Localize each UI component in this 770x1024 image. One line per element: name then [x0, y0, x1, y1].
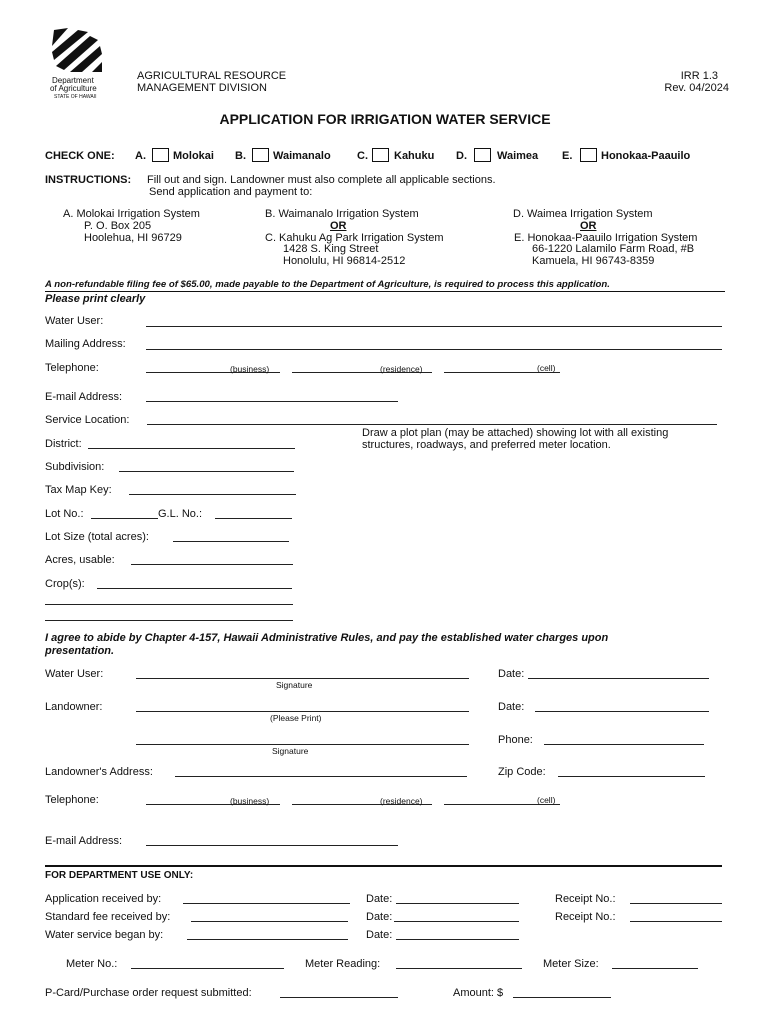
meter-size-field[interactable]	[612, 968, 698, 969]
address-or: OR	[330, 220, 347, 232]
meter-reading-label: Meter Reading:	[305, 958, 381, 970]
address-line: A. Molokai Irrigation System	[63, 208, 200, 220]
acres-usable-label: Acres, usable:	[45, 554, 115, 566]
agreement-email-label: E-mail Address:	[45, 835, 123, 847]
checkbox-honokaa[interactable]	[580, 148, 597, 162]
landowner-date-field[interactable]	[535, 711, 709, 712]
agreement-email-field[interactable]	[146, 845, 398, 846]
address-line: E. Honokaa-Paauilo Irrigation System	[514, 232, 698, 244]
water-user-date-label: Date:	[498, 668, 525, 680]
address-line: B. Waimanalo Irrigation System	[265, 208, 419, 220]
fee-notice-rule	[45, 291, 725, 292]
receipt-no-label-2: Receipt No.:	[555, 911, 616, 923]
service-location-label: Service Location:	[45, 414, 130, 426]
option-name-molokai: Molokai	[173, 150, 214, 162]
telephone-label: Telephone:	[45, 362, 99, 374]
landowner-address-label: Landowner's Address:	[45, 766, 153, 778]
meter-no-label: Meter No.:	[66, 958, 118, 970]
cell-caption: (cell)	[537, 795, 556, 805]
logo-text-dept: Department	[52, 76, 94, 85]
plot-plan-note-1: Draw a plot plan (may be attached) showing lot with all existing	[362, 427, 669, 439]
option-letter-c: C.	[357, 150, 368, 162]
address-or: OR	[580, 220, 597, 232]
division-line2: MANAGEMENT DIVISION	[137, 82, 267, 94]
fee-notice: A non-refundable filing fee of $65.00, made payable to the Department of Agriculture, is required to process this application.	[45, 279, 610, 290]
signature-caption: Signature	[276, 680, 313, 690]
option-letter-a: A.	[135, 150, 146, 162]
receipt-no-label-1: Receipt No.:	[555, 893, 616, 905]
application-received-label: Application received by:	[45, 893, 162, 905]
meter-size-label: Meter Size:	[543, 958, 599, 970]
revision-date: Rev. 04/2024	[664, 82, 729, 94]
instructions-line1: Fill out and sign. Landowner must also complete all applicable sections.	[147, 174, 496, 186]
standard-fee-field[interactable]	[191, 921, 348, 922]
address-line: C. Kahuku Ag Park Irrigation System	[265, 232, 444, 244]
option-letter-e: E.	[562, 150, 573, 162]
landowner-address-field[interactable]	[175, 776, 467, 777]
application-date-field[interactable]	[396, 903, 519, 904]
pcard-field[interactable]	[280, 997, 398, 998]
mailing-address-field[interactable]	[146, 349, 722, 350]
mailing-address-label: Mailing Address:	[45, 338, 126, 350]
gl-no-field[interactable]	[215, 518, 292, 519]
lot-no-field[interactable]	[91, 518, 158, 519]
meter-reading-field[interactable]	[396, 968, 522, 969]
zip-code-label: Zip Code:	[498, 766, 546, 778]
standard-fee-date-field[interactable]	[394, 921, 519, 922]
subdivision-label: Subdivision:	[45, 461, 105, 473]
agriculture-logo-icon	[48, 26, 104, 76]
department-heading: FOR DEPARTMENT USE ONLY:	[45, 870, 194, 881]
form-id: IRR 1.3	[680, 70, 718, 82]
gl-no-label: G.L. No.:	[158, 508, 203, 520]
email-label: E-mail Address:	[45, 391, 123, 403]
water-user-field[interactable]	[146, 326, 722, 327]
option-name-honokaa: Honokaa-Paauilo	[601, 150, 691, 162]
pcard-label: P-Card/Purchase order request submitted:	[45, 987, 252, 999]
standard-fee-date-label: Date:	[366, 911, 393, 923]
address-line: D. Waimea Irrigation System	[513, 208, 653, 220]
print-clearly: Please print clearly	[45, 293, 146, 305]
option-name-waimanalo: Waimanalo	[273, 150, 331, 162]
water-service-date-label: Date:	[366, 929, 393, 941]
option-letter-d: D.	[456, 150, 467, 162]
agreement-line2: presentation.	[45, 645, 115, 657]
application-received-field[interactable]	[183, 903, 350, 904]
option-name-waimea: Waimea	[497, 150, 539, 162]
email-field[interactable]	[146, 401, 398, 402]
department-logo	[48, 26, 106, 102]
water-user-label: Water User:	[45, 315, 104, 327]
water-user-date-field[interactable]	[528, 678, 709, 679]
amount-label: Amount: $	[453, 987, 504, 999]
address-line: Honolulu, HI 96814-2512	[283, 255, 406, 267]
water-service-field[interactable]	[187, 939, 348, 940]
business-caption: (business)	[230, 364, 270, 374]
option-name-kahuku: Kahuku	[394, 150, 435, 162]
checkbox-kahuku[interactable]	[372, 148, 389, 162]
instructions-line2: Send application and payment to:	[149, 186, 313, 198]
please-print-caption: (Please Print)	[270, 713, 322, 723]
zip-code-field[interactable]	[558, 776, 705, 777]
phone-field[interactable]	[544, 744, 704, 745]
water-user-signature-field[interactable]	[136, 678, 469, 679]
acres-usable-field[interactable]	[131, 564, 293, 565]
tax-map-key-field[interactable]	[129, 494, 296, 495]
crops-field-3[interactable]	[45, 620, 293, 621]
division-line1: AGRICULTURAL RESOURCE	[137, 70, 287, 82]
subdivision-field[interactable]	[119, 471, 294, 472]
business-caption: (business)	[230, 796, 270, 806]
crops-field-2[interactable]	[45, 604, 293, 605]
residence-caption: (residence)	[380, 364, 423, 374]
checkbox-waimanalo[interactable]	[252, 148, 269, 162]
agreement-water-user-label: Water User:	[45, 668, 104, 680]
receipt-no-field-2[interactable]	[630, 921, 722, 922]
lot-size-label: Lot Size (total acres):	[45, 531, 149, 543]
landowner-date-label: Date:	[498, 701, 525, 713]
tax-map-key-label: Tax Map Key:	[45, 484, 112, 496]
landowner-signature-field[interactable]	[136, 744, 469, 745]
phone-label: Phone:	[498, 734, 533, 746]
department-rule	[45, 865, 722, 867]
agreement-line1: I agree to abide by Chapter 4-157, Hawaii Administrative Rules, and pay the established water charges upon	[45, 632, 609, 644]
address-line: Kamuela, HI 96743-8359	[532, 255, 655, 267]
service-location-field[interactable]	[147, 424, 717, 425]
address-line: 1428 S. King Street	[283, 243, 379, 255]
signature-caption: Signature	[272, 746, 309, 756]
standard-fee-label: Standard fee received by:	[45, 911, 171, 923]
water-service-label: Water service began by:	[45, 929, 164, 941]
address-line: P. O. Box 205	[84, 220, 152, 232]
amount-field[interactable]	[513, 997, 611, 998]
lot-size-field[interactable]	[173, 541, 289, 542]
address-line: Hoolehua, HI 96729	[84, 232, 182, 244]
agreement-telephone-label: Telephone:	[45, 794, 99, 806]
water-service-date-field[interactable]	[396, 939, 519, 940]
application-date-label: Date:	[366, 893, 393, 905]
logo-text-agri: of Agriculture	[50, 84, 97, 93]
lot-no-label: Lot No.:	[45, 508, 84, 520]
checkbox-waimea[interactable]	[474, 148, 491, 162]
crops-label: Crop(s):	[45, 578, 85, 590]
logo-text-state: STATE OF HAWAII	[54, 94, 97, 100]
district-label: District:	[45, 438, 82, 450]
district-field[interactable]	[88, 448, 295, 449]
cell-caption: (cell)	[537, 363, 556, 373]
crops-field-1[interactable]	[97, 588, 292, 589]
receipt-no-field-1[interactable]	[630, 903, 722, 904]
meter-no-field[interactable]	[131, 968, 284, 969]
plot-plan-area[interactable]	[360, 452, 722, 622]
landowner-label: Landowner:	[45, 701, 103, 713]
option-letter-b: B.	[235, 150, 246, 162]
residence-caption: (residence)	[380, 796, 423, 806]
instructions-label: INSTRUCTIONS:	[45, 174, 132, 186]
check-one-label: CHECK ONE:	[45, 150, 115, 162]
checkbox-molokai[interactable]	[152, 148, 169, 162]
plot-plan-note-2: structures, roadways, and preferred meter location.	[362, 439, 611, 451]
landowner-name-field[interactable]	[136, 711, 469, 712]
address-line: 66-1220 Lalamilo Farm Road, #B	[532, 243, 695, 255]
page-title: APPLICATION FOR IRRIGATION WATER SERVICE	[219, 111, 551, 127]
